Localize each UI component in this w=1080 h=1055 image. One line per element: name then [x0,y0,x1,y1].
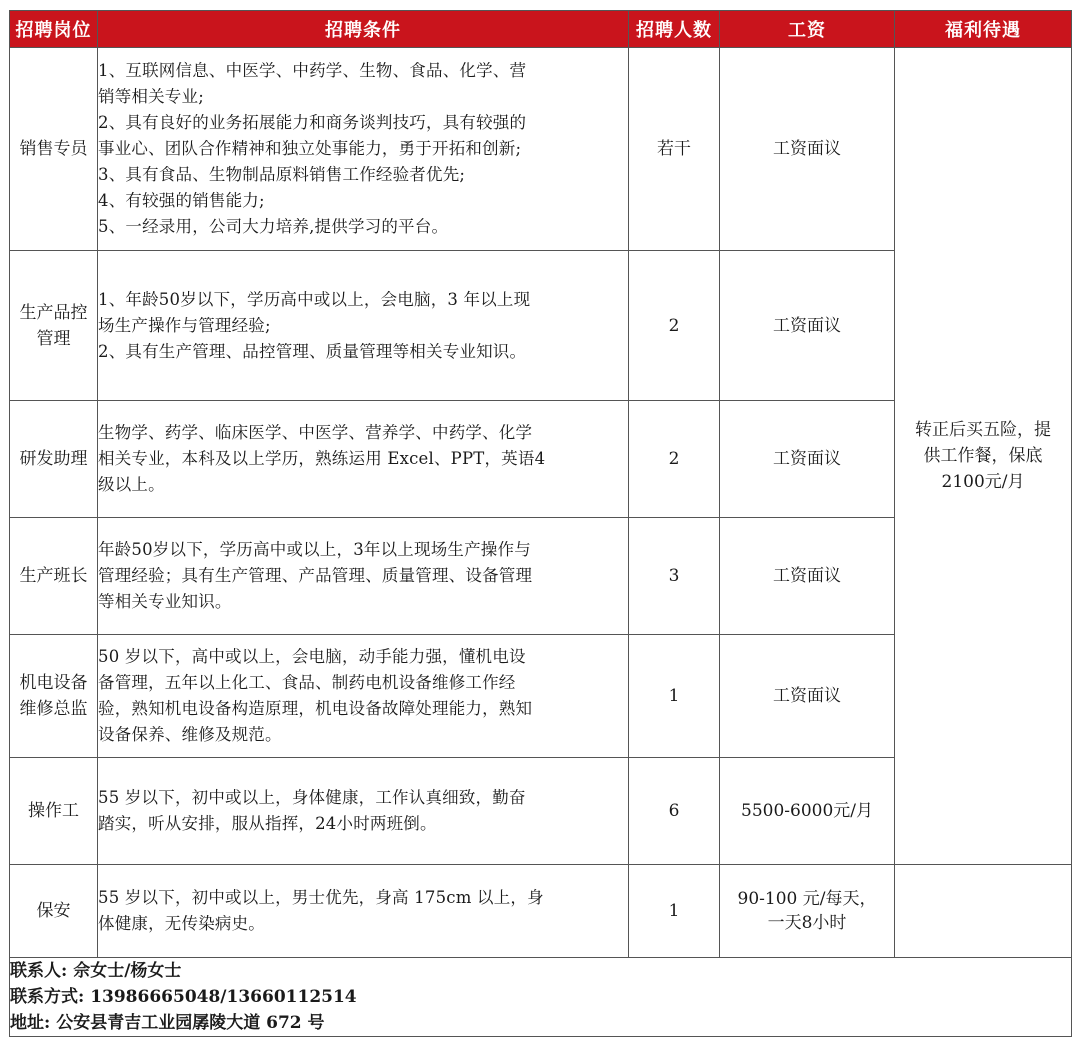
position-name-line: 机电设备 [19,673,88,693]
table-row [10,48,1072,251]
condition-line: 55 岁以下，初中或以上，身体健康，工作认真细致，勤奋 [98,788,526,807]
header-position: 招聘岗位 [10,11,98,48]
conditions-cell [98,865,629,958]
condition-line: 场生产操作与管理经验; [98,315,271,335]
position-name-line: 管理 [36,328,71,349]
condition-line: 管理经验；具有生产管理、产品管理、质量管理、设备管理 [98,566,533,585]
header-benefits: 福利待遇 [895,11,1072,48]
headcount-cell: 3 [629,518,720,635]
condition-line: 5、一经录用，公司大力培养,提供学习的平台。 [98,217,449,236]
contact-info [10,958,1072,1037]
position-cell [10,758,98,865]
position-cell [10,518,98,635]
benefits-cell [895,48,1072,865]
position-cell [10,401,98,518]
position-name-line: 生产班长 [19,566,88,586]
condition-line: 销等相关专业; [98,87,204,106]
headcount-cell: 1 [629,635,720,758]
conditions-cell [98,635,629,758]
position-name-line: 操作工 [28,801,79,821]
conditions-cell [98,251,629,401]
position-name-line: 销售专员 [19,139,88,159]
contact-person: 联系人: 佘女士/杨女士 [10,961,182,981]
salary-line: 工资面议 [773,315,841,336]
headcount-cell: 6 [629,758,720,865]
condition-line: 等相关专业知识。 [98,592,232,611]
header-salary: 工资 [720,11,895,48]
salary-cell [720,48,895,251]
salary-cell [720,401,895,518]
benefits-empty-cell [895,865,1072,958]
contact-phone: 联系方式: 13986665048/13660112514 [10,987,357,1007]
condition-line: 事业心、团队合作精神和独立处事能力，勇于开拓和创新; [98,139,522,158]
condition-line: 4、有较强的销售能力; [98,191,265,210]
recruitment-table [9,10,1072,1037]
salary-cell [720,251,895,401]
position-cell [10,865,98,958]
condition-line: 验，熟知机电设备构造原理，机电设备故障处理能力，熟知 [98,699,533,718]
salary-cell [720,635,895,758]
condition-line: 生物学、药学、临床医学、中医学、营养学、中药学、化学 [98,423,533,442]
recruitment-sheet [9,10,1071,1037]
salary-line: 工资面议 [773,449,841,469]
position-cell [10,635,98,758]
condition-line: 2、具有生产管理、品控管理、质量管理等相关专业知识。 [98,341,527,361]
condition-line: 设备保养、维修及规范。 [98,725,282,744]
salary-cell [720,865,895,958]
salary-line: 工资面议 [773,566,841,586]
position-name-line: 保安 [36,901,71,921]
condition-line: 相关专业，本科及以上学历，熟练运用 Excel、PPT，英语4 [98,449,546,468]
condition-line: 年龄50岁以下，学历高中或以上，3年以上现场生产操作与 [98,540,531,559]
salary-cell [720,758,895,865]
benefits-line: 转正后买五险，提 [915,420,1051,440]
condition-line: 50 岁以下，高中或以上，会电脑，动手能力强，懂机电设 [98,647,526,666]
headcount-cell: 1 [629,865,720,958]
footer-row [10,958,1072,1037]
condition-line: 1、互联网信息、中医学、中药学、生物、食品、化学、营 [98,61,527,80]
position-cell [10,251,98,401]
conditions-cell [98,48,629,251]
conditions-cell [98,758,629,865]
condition-line: 55 岁以下，初中或以上，男士优先，身高 175cm 以上，身 [98,888,544,907]
condition-line: 2、具有良好的业务拓展能力和商务谈判技巧，具有较强的 [98,113,527,132]
condition-line: 备管理，五年以上化工、食品、制药电机设备维修工作经 [98,673,516,692]
salary-line: 90-100 元/每天， [737,889,877,909]
headcount-cell: 2 [629,401,720,518]
header-conditions: 招聘条件 [98,11,629,48]
condition-line: 3、具有食品、生物制品原料销售工作经验者优先; [98,165,466,184]
headcount-cell: 2 [629,251,720,401]
benefits-line: 2100元/月 [941,472,1025,492]
condition-line: 踏实，听从安排，服从指挥，24小时两班倒。 [98,814,437,833]
condition-line: 1、年龄50岁以下，学历高中或以上，会电脑，3 年以上现 [98,289,531,309]
condition-line: 级以上。 [98,475,165,494]
salary-line: 工资面议 [773,139,841,159]
position-cell [10,48,98,251]
company-address: 地址: 公安县青吉工业园孱陵大道 672 号 [10,1013,325,1033]
salary-cell [720,518,895,635]
position-name-line: 维修总监 [19,699,88,719]
headcount-cell: 若干 [629,48,720,251]
benefits-line: 供工作餐，保底 [923,446,1043,466]
header-row [10,11,1072,48]
salary-line: 5500-6000元/月 [741,801,873,821]
table-row [10,865,1072,958]
salary-line: 工资面议 [773,686,841,706]
conditions-cell [98,401,629,518]
conditions-cell [98,518,629,635]
condition-line: 体健康，无传染病史。 [98,914,265,933]
header-count: 招聘人数 [629,11,720,48]
salary-line: 一天8小时 [767,913,847,933]
position-name-line: 研发助理 [19,449,88,469]
position-name-line: 生产品控 [19,302,88,323]
